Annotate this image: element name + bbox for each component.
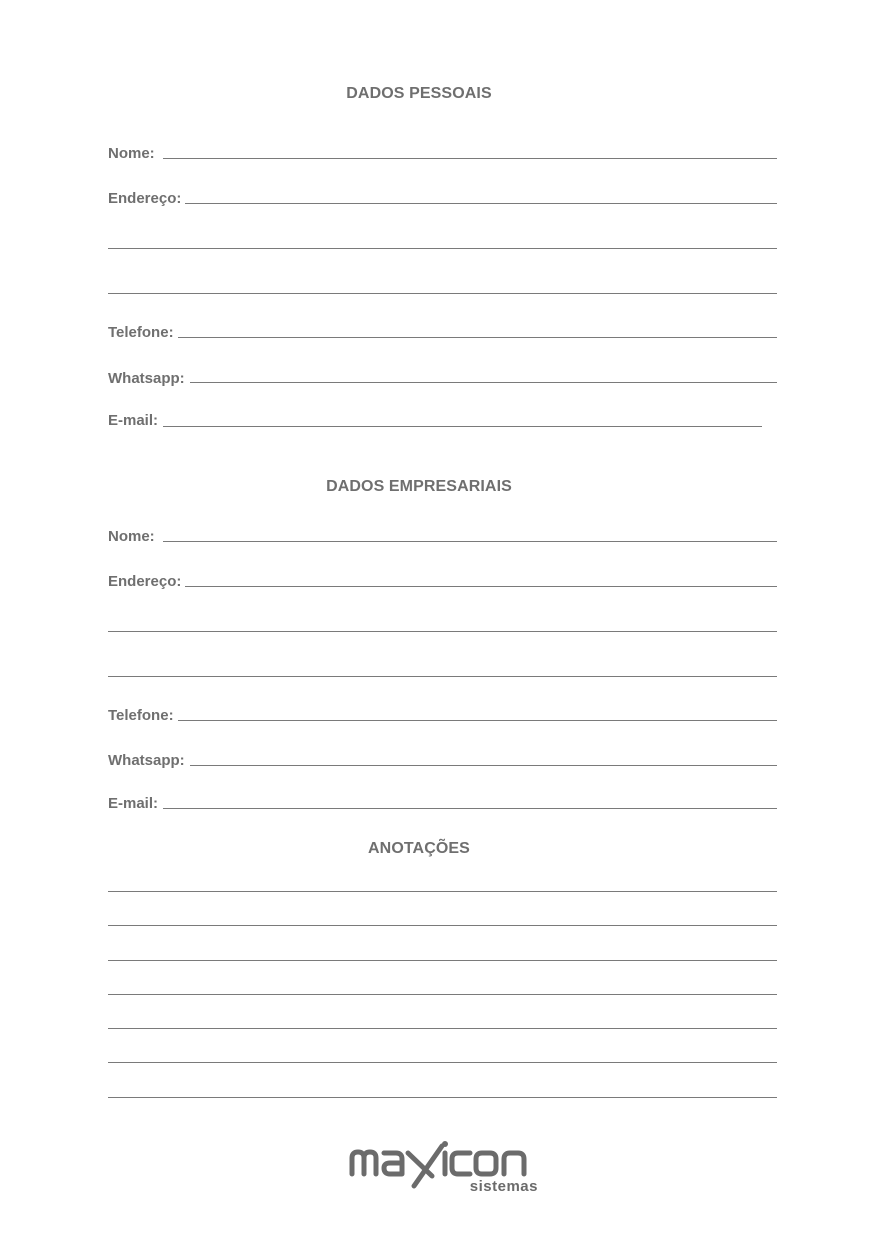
personal-section-title: DADOS PESSOAIS (346, 85, 492, 102)
business-name-label: Nome: (108, 528, 155, 545)
personal-address-label: Endereço: (108, 190, 182, 207)
business-address-line-2[interactable] (108, 631, 777, 632)
business-address-line-3[interactable] (108, 676, 777, 677)
business-phone-field[interactable] (178, 720, 777, 721)
personal-name-field[interactable] (163, 158, 777, 159)
personal-name-label: Nome: (108, 145, 155, 162)
business-name-field[interactable] (163, 541, 777, 542)
business-address-label: Endereço: (108, 573, 182, 590)
business-whatsapp-label: Whatsapp: (108, 752, 185, 769)
personal-whatsapp-field[interactable] (190, 382, 777, 383)
business-email-label: E-mail: (108, 795, 159, 812)
personal-email-field[interactable] (163, 426, 762, 427)
logo-tagline: sistemas (469, 1178, 538, 1195)
business-whatsapp-field[interactable] (190, 765, 777, 766)
business-email-field[interactable] (163, 808, 777, 809)
notes-line[interactable] (108, 891, 777, 892)
notes-line[interactable] (108, 1028, 777, 1029)
business-phone-label: Telefone: (108, 707, 174, 724)
notes-line[interactable] (108, 1062, 777, 1063)
personal-address-line-3[interactable] (108, 293, 777, 294)
notes-line[interactable] (108, 1097, 777, 1098)
personal-phone-label: Telefone: (108, 324, 174, 341)
notes-line[interactable] (108, 925, 777, 926)
notes-section-title: ANOTAÇÕES (368, 840, 470, 857)
business-section-title: DADOS EMPRESARIAIS (326, 478, 512, 495)
notes-line[interactable] (108, 994, 777, 995)
personal-address-field[interactable] (185, 203, 777, 204)
personal-email-label: E-mail: (108, 412, 159, 429)
personal-phone-field[interactable] (178, 337, 777, 338)
personal-whatsapp-label: Whatsapp: (108, 370, 185, 387)
business-address-field[interactable] (185, 586, 777, 587)
personal-address-line-2[interactable] (108, 248, 777, 249)
notes-line[interactable] (108, 960, 777, 961)
